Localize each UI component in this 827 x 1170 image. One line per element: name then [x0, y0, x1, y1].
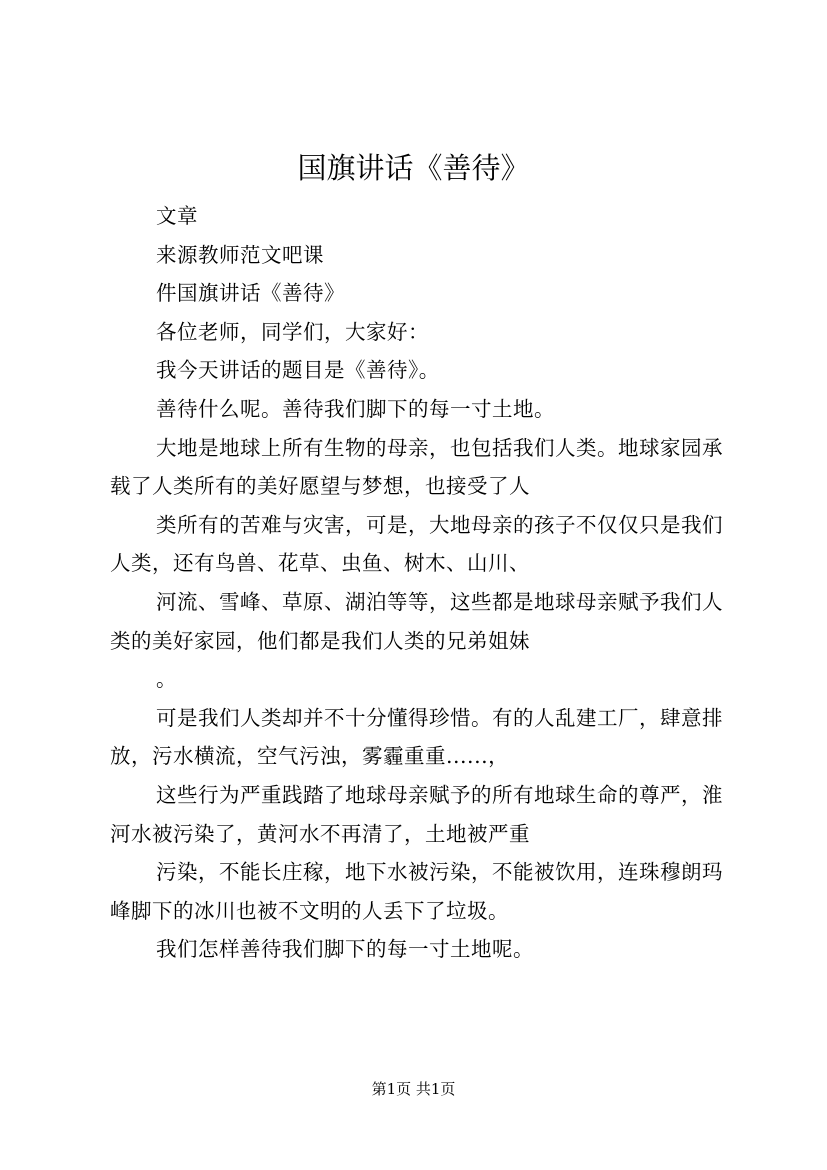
document-body: [110, 197, 735, 969]
paragraph: 件国旗讲话《善待》: [156, 281, 345, 306]
paragraph: 。: [156, 667, 177, 692]
page-footer: 第1页 共1页: [371, 1080, 456, 1098]
paragraph: 善待什么呢。善待我们脚下的每一寸土地。: [156, 396, 555, 421]
paragraph: 河流、雪峰、草原、湖泊等等，这些都是地球母亲赋予我们人类的美好家园，他们都是我们人类的兄弟姐妹: [110, 589, 723, 653]
paragraph: 这些行为严重践踏了地球母亲赋予的所有地球生命的尊严，淮河水被污染了，黄河水不再清了，土地被严重: [110, 782, 723, 846]
paragraph: 我今天讲话的题目是《善待》。: [156, 358, 440, 383]
paragraph: 大地是地球上所有生物的母亲，也包括我们人类。地球家园承载了人类所有的美好愿望与梦想，也接受了人: [110, 435, 723, 499]
paragraph: 可是我们人类却并不十分懂得珍惜。有的人乱建工厂，肆意排放，污水横流，空气污浊，雾霾重重......，: [110, 705, 723, 769]
paragraph: 污染，不能长庄稼，地下水被污染，不能被饮用，连珠穆朗玛峰脚下的冰川也被不文明的人丢下了垃圾。: [110, 860, 723, 923]
paragraph: 文章: [156, 204, 198, 228]
paragraph: 来源教师范文吧课: [156, 242, 324, 267]
paragraph: 类所有的苦难与灾害，可是，大地母亲的孩子不仅仅只是我们人类，还有鸟兽、花草、虫鱼、树木、山川、: [110, 512, 723, 576]
paragraph: 各位老师，同学们，大家好：: [156, 319, 429, 344]
document-title: 国旗讲话《善待》: [297, 151, 530, 185]
paragraph: 我们怎样善待我们脚下的每一寸土地呢。: [156, 937, 534, 962]
